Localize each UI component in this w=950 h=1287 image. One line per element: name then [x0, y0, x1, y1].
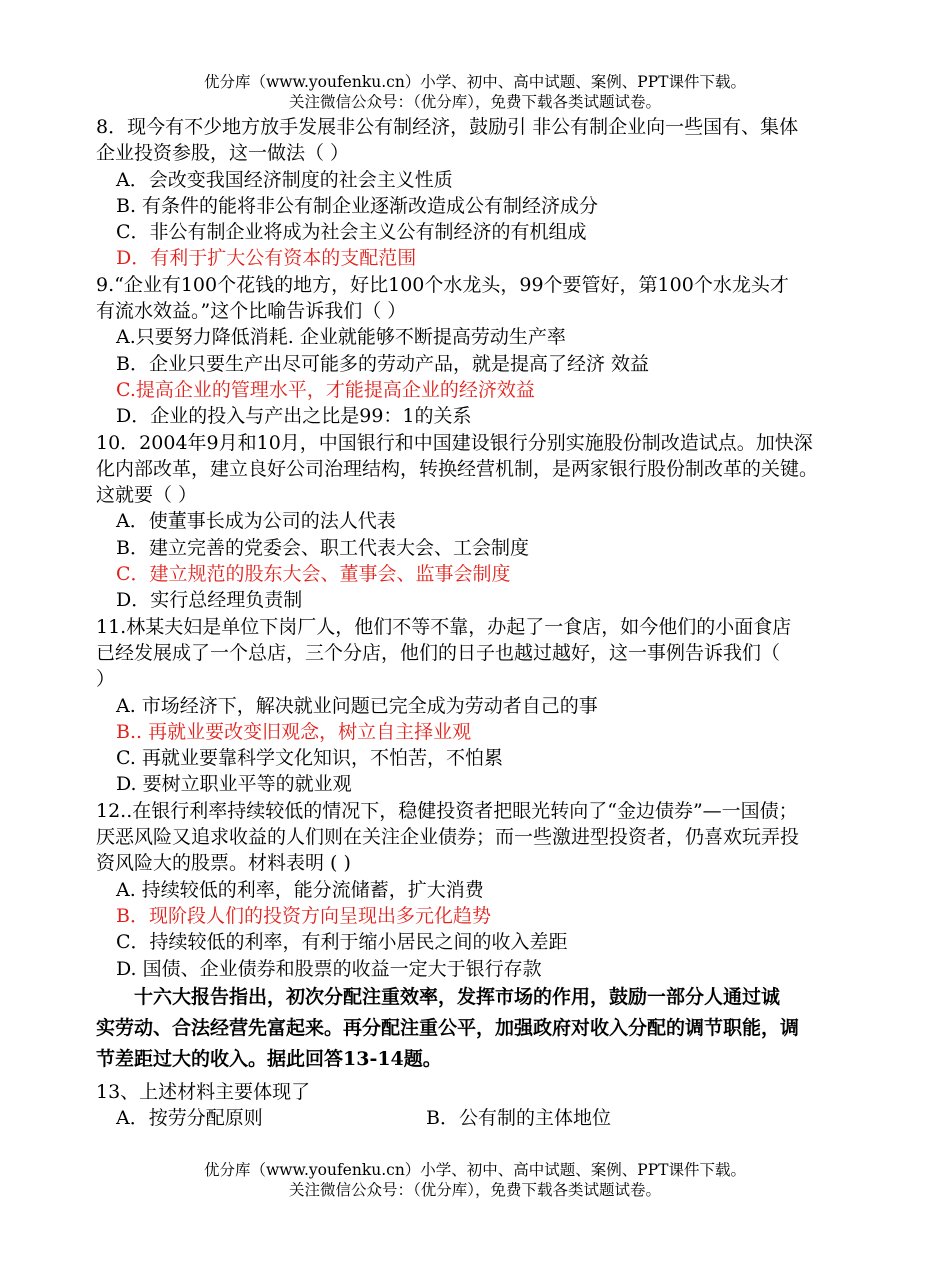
- q10-option-c-answer: C．建立规范的股东大会、董事会、监事会制度: [116, 563, 511, 586]
- q12-option-b-answer: B．现阶段人们的投资方向呈现出多元化趋势: [116, 904, 491, 927]
- material-line-3: 节差距过大的收入。据此回答13-14题。: [96, 1047, 442, 1070]
- q9-stem-line-1: 9.“企业有100个花钱的地方，好比100个水龙头，99个要管好，第100个水龙头才: [96, 273, 789, 296]
- material-line-1: 十六大报告指出，初次分配注重效率，发挥市场的作用，鼓励一部分人通过诚: [134, 985, 781, 1008]
- q8-option-d-answer: D．有利于扩大公有资本的支配范围: [116, 247, 417, 270]
- q12-stem-line-1: 12..在银行利率持续较低的情况下，稳健投资者把眼光转向了“金边债券”—一国债；: [96, 799, 798, 822]
- q11-stem-line-2: 已经发展成了一个总店，三个分店，他们的日子也越过越好，这一事例告诉我们（: [96, 641, 781, 664]
- q12-option-d: D. 国债、企业债券和股票的收益一定大于银行存款: [116, 957, 542, 980]
- q12-stem-line-2: 厌恶风险又追求收益的人们则在关注企业债券；而一些激进型投资者，仍喜欢玩弄投: [96, 826, 800, 849]
- q13-option-a: A．按劳分配原则: [116, 1107, 263, 1130]
- q13-stem-line-1: 13、上述材料主要体现了: [96, 1080, 311, 1103]
- q13-options-row: [96, 1105, 866, 1131]
- q8-option-b: B. 有条件的能将非公有制企业逐渐改造成公有制经济成分: [116, 194, 599, 217]
- material-line-2: 实劳动、合法经营先富起来。再分配注重公平，加强政府对收入分配的调节职能，调: [96, 1016, 800, 1039]
- q11-stem-line-3: ）: [96, 668, 116, 691]
- q10-stem-line-2: 化内部改革，建立良好公司治理结构，转换经营机制，是两家银行股份制改革的关键。: [96, 457, 819, 480]
- q13-option-b: B．公有制的主体地位: [426, 1107, 611, 1130]
- q11-option-b-answer: B.. 再就业要改变旧观念，树立自主择业观: [116, 720, 472, 743]
- q9-option-b: B．企业只要生产出尽可能多的劳动产品，就是提高了经济 效益: [116, 352, 650, 375]
- q10-option-b: B．建立完善的党委会、职工代表大会、工会制度: [116, 536, 529, 559]
- q12-stem-line-3: 资风险大的股票。材料表明 ( ): [96, 852, 351, 875]
- q11-option-d: D. 要树立职业平等的就业观: [116, 773, 352, 796]
- footer-line-1: 优分库（www.youfenku.cn）小学、初中、高中试题、案例、PPT课件下载。: [203, 1161, 747, 1179]
- q10-option-d: D．实行总经理负责制: [116, 589, 303, 612]
- header-line-1: 优分库（www.youfenku.cn）小学、初中、高中试题、案例、PPT课件下载。: [203, 73, 747, 91]
- q9-stem-line-2: 有流水效益。”这个比喻告诉我们（ ）: [96, 300, 407, 323]
- footer-line-2: 关注微信公众号：（优分库），免费下载各类试题试卷。: [288, 1181, 661, 1199]
- q11-stem-line-1: 11.林某夫妇是单位下岗厂人，他们不等不靠，办起了一食店，如今他们的小面食店: [96, 615, 792, 638]
- document-body: [96, 114, 866, 1131]
- page-header: [0, 72, 950, 112]
- q12-option-c: C．持续较低的利率，有利于缩小居民之间的收入差距: [116, 931, 568, 954]
- q8-option-a: A．会改变我国经济制度的社会主义性质: [116, 168, 453, 191]
- q11-option-a: A. 市场经济下，解决就业问题已完全成为劳动者自己的事: [116, 694, 598, 717]
- q10-option-a: A．使董事长成为公司的法人代表: [116, 510, 396, 533]
- q10-stem-line-3: 这就要（ ）: [96, 484, 198, 507]
- q8-stem-line-2: 企业投资参股，这一做法（ ）: [96, 142, 350, 165]
- q11-option-c: C. 再就业要靠科学文化知识，不怕苦，不怕累: [116, 747, 503, 770]
- q10-stem-line-1: 10．2004年9月和10月，中国银行和中国建设银行分别实施股份制改造试点。加快深: [96, 431, 813, 454]
- q9-option-c-answer: C.提高企业的管理水平，才能提高企业的经济效益: [116, 378, 535, 401]
- q9-option-a: A.只要努力降低消耗. 企业就能够不断提高劳动生产率: [116, 326, 566, 349]
- header-line-2: 关注微信公众号：（优分库），免费下载各类试题试卷。: [288, 93, 661, 111]
- page-footer: [0, 1160, 950, 1200]
- q8-option-c: C．非公有制企业将成为社会主义公有制经济的有机组成: [116, 221, 587, 244]
- q9-option-d: D．企业的投入与产出之比是99：1的关系: [116, 405, 472, 428]
- q12-option-a: A. 持续较低的利率，能分流储蓄，扩大消费: [116, 878, 484, 901]
- q8-stem-line-1: 8．现今有不少地方放手发展非公有制经济，鼓励引 非公有制企业向一些国有、集体: [96, 116, 799, 138]
